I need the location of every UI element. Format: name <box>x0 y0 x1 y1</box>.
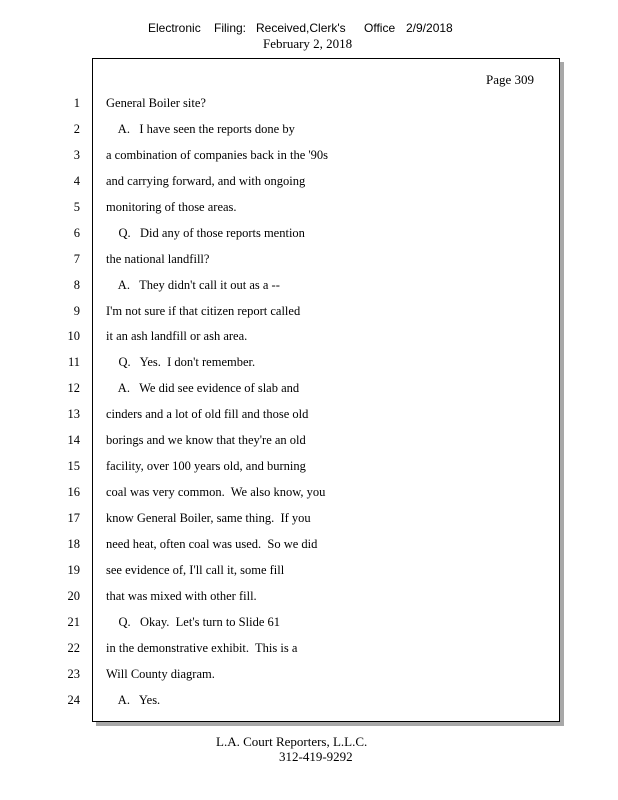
line-number: 24 <box>67 692 80 707</box>
transcript-line <box>0 582 618 608</box>
line-number: 21 <box>67 614 80 629</box>
transcript-line <box>0 556 618 582</box>
line-text: I'm not sure if that citizen report called <box>106 303 301 318</box>
line-number: 13 <box>67 407 80 422</box>
line-number: 22 <box>67 640 80 655</box>
transcript-line <box>0 322 618 348</box>
line-text: it an ash landfill or ash area. <box>106 329 248 344</box>
transcript-line <box>0 297 618 323</box>
transcript-line <box>0 374 618 400</box>
transcript-line <box>0 141 618 167</box>
line-number: 11 <box>67 355 80 370</box>
line-number: 8 <box>73 277 80 292</box>
line-number: 19 <box>67 562 80 577</box>
line-text: A. I have seen the reports done by <box>106 121 295 136</box>
stamp-office: Office <box>364 21 396 35</box>
transcript-line <box>0 400 618 426</box>
transcript-line <box>0 115 618 141</box>
transcript-line <box>0 167 618 193</box>
line-number: 2 <box>73 121 80 136</box>
stamp-filing: Filing: <box>214 21 247 35</box>
stamp-received-date: 2/9/2018 <box>406 21 453 35</box>
line-number: 14 <box>67 433 80 448</box>
line-text: borings and we know that they're an old <box>106 433 306 448</box>
stamp-electronic: Electronic <box>148 21 201 35</box>
transcript-line <box>0 504 618 530</box>
line-text: cinders and a lot of old fill and those old <box>106 407 309 422</box>
line-number: 12 <box>67 381 80 396</box>
line-text: the national landfill? <box>106 251 210 266</box>
transcript-line <box>0 452 618 478</box>
transcript-line <box>0 660 618 686</box>
transcript-line <box>0 608 618 634</box>
line-text: Q. Yes. I don't remember. <box>106 355 256 370</box>
transcript-line <box>0 686 618 712</box>
line-text: that was mixed with other fill. <box>106 588 257 603</box>
line-text: coal was very common. We also know, you <box>106 485 326 500</box>
line-text: monitoring of those areas. <box>106 199 237 214</box>
transcript-line <box>0 245 618 271</box>
line-text: facility, over 100 years old, and burning <box>106 459 306 474</box>
filing-date: February 2, 2018 <box>263 36 353 51</box>
transcript-line <box>0 426 618 452</box>
line-text: Q. Okay. Let's turn to Slide 61 <box>106 614 280 629</box>
transcript-line <box>0 634 618 660</box>
line-number: 7 <box>73 251 80 266</box>
filing-stamp <box>0 21 618 35</box>
line-text: in the demonstrative exhibit. This is a <box>106 640 298 655</box>
line-number: 1 <box>73 96 80 110</box>
line-number: 23 <box>67 666 80 681</box>
line-number: 10 <box>67 329 80 344</box>
transcript-line <box>0 89 618 115</box>
reporter-phone: 312-419-9292 <box>279 749 353 764</box>
transcript-line <box>0 530 618 556</box>
line-text: a combination of companies back in the '90s <box>106 147 328 162</box>
reporter-company: L.A. Court Reporters, L.L.C. <box>216 734 368 749</box>
line-number: 20 <box>67 588 80 603</box>
line-text: General Boiler site? <box>106 96 206 110</box>
line-number: 6 <box>73 225 80 240</box>
line-text: Will County diagram. <box>106 666 215 681</box>
line-number: 15 <box>67 459 80 474</box>
line-number: 17 <box>67 511 80 525</box>
transcript-body <box>0 89 618 712</box>
line-number: 18 <box>67 536 80 551</box>
line-number: 16 <box>67 485 80 500</box>
stamp-received-clerks: Received,Clerk's <box>256 21 346 35</box>
line-text: know General Boiler, same thing. If you <box>106 511 311 525</box>
line-text: see evidence of, I'll call it, some fill <box>106 562 285 577</box>
line-text: and carrying forward, and with ongoing <box>106 173 306 188</box>
transcript-line <box>0 271 618 297</box>
transcript-line <box>0 348 618 374</box>
line-text: need heat, often coal was used. So we did <box>106 536 318 551</box>
transcript-line <box>0 193 618 219</box>
line-text: A. We did see evidence of slab and <box>106 381 300 396</box>
transcript-line <box>0 478 618 504</box>
line-text: A. They didn't call it out as a -- <box>106 277 280 292</box>
line-text: A. Yes. <box>106 692 161 707</box>
line-number: 3 <box>73 147 80 162</box>
line-number: 9 <box>73 303 80 318</box>
page-number: Page 309 <box>486 72 535 87</box>
transcript-line <box>0 219 618 245</box>
line-number: 5 <box>73 199 80 214</box>
line-number: 4 <box>73 173 80 188</box>
line-text: Q. Did any of those reports mention <box>106 225 305 240</box>
